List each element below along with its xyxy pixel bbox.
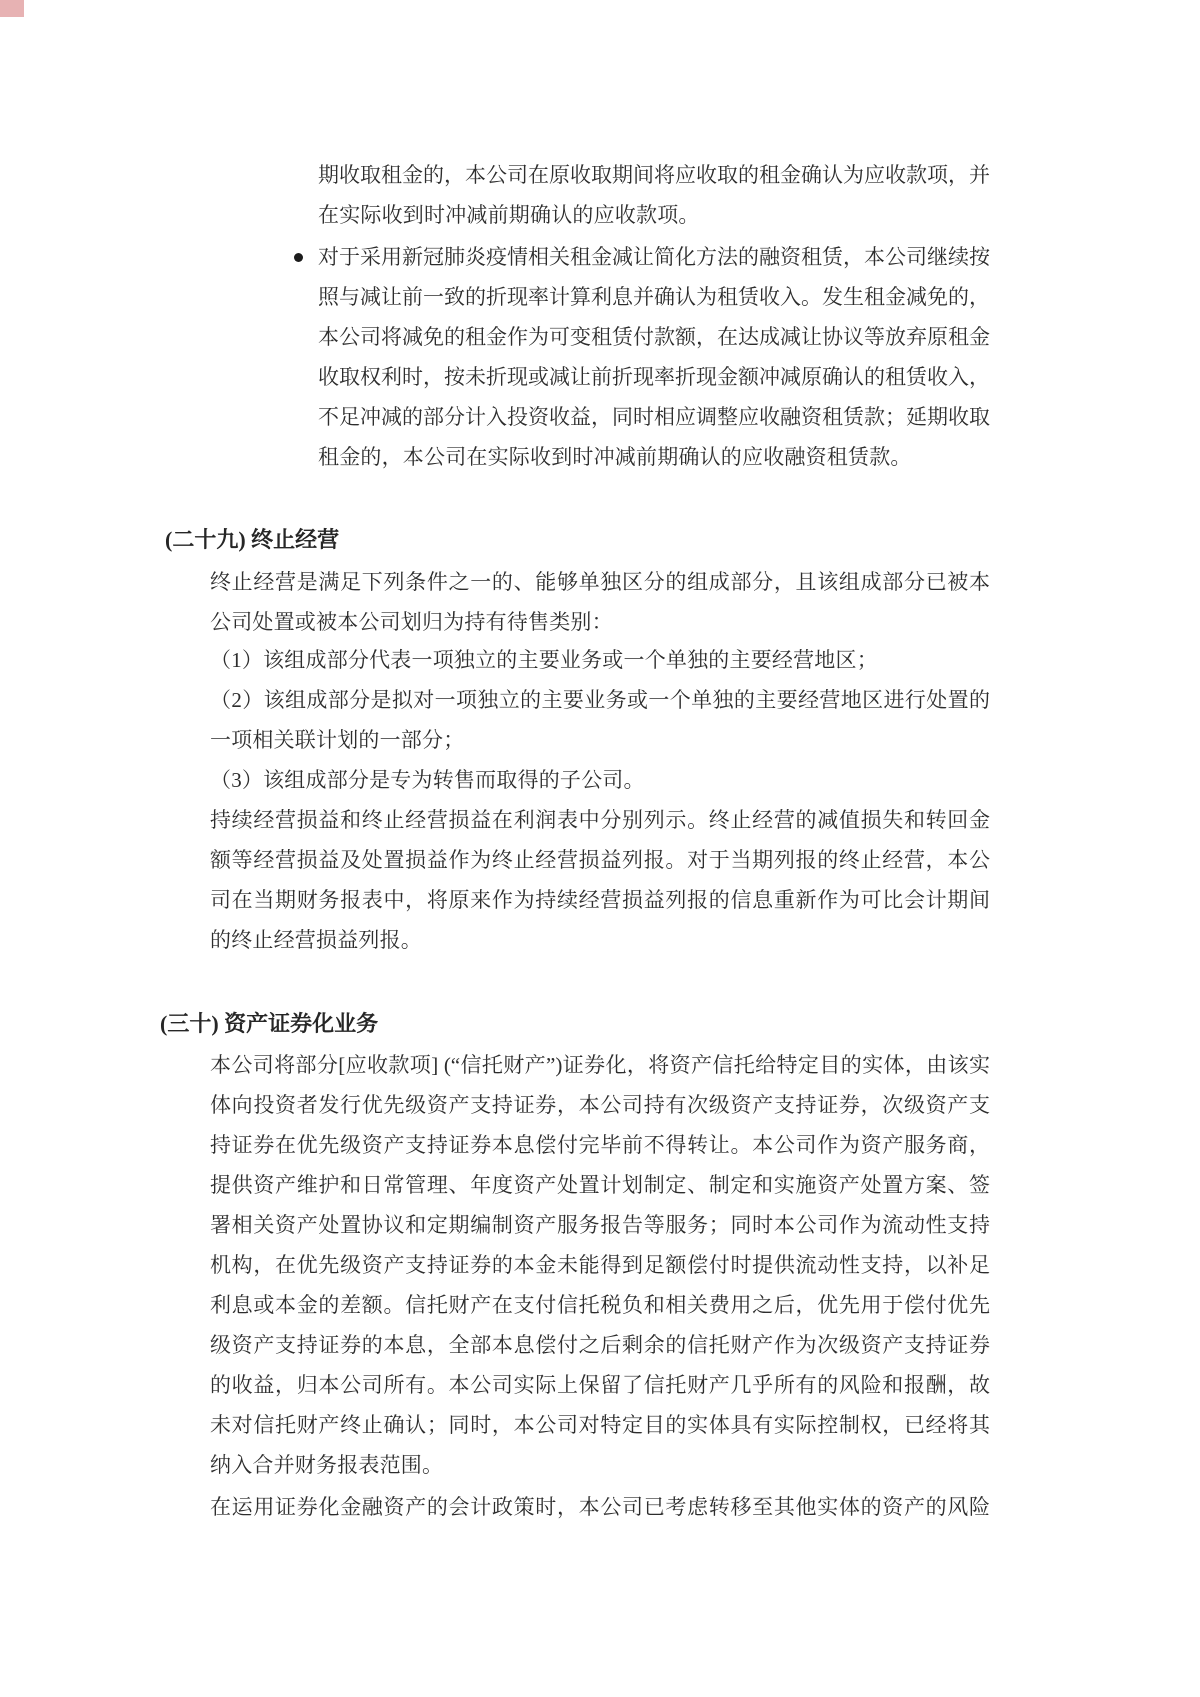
text-line: 在实际收到时冲减前期确认的应收款项。 xyxy=(318,203,700,227)
text-line: 未对信托财产终止确认；同时，本公司对特定目的实体具有实际控制权，已经将其 xyxy=(210,1413,990,1437)
text-line: 租金的，本公司在实际收到时冲减前期确认的应收融资租赁款。 xyxy=(318,445,912,469)
text-line: 体向投资者发行优先级资产支持证券，本公司持有次级资产支持证券，次级资产支 xyxy=(210,1093,990,1117)
text-line: 本公司将部分[应收款项] (“信托财产”)证券化，将资产信托给特定目的实体，由该实 xyxy=(210,1053,990,1077)
text-line: 收取权利时，按未折现或减让前折现率折现金额冲减原确认的租赁收入， xyxy=(318,365,990,389)
text-line: 纳入合并财务报表范围。 xyxy=(210,1453,444,1477)
text-line: 持证券在优先级资产支持证券本息偿付完毕前不得转让。本公司作为资产服务商， xyxy=(210,1133,990,1157)
condition-item-3 xyxy=(210,760,990,800)
text-line: （3）该组成部分是专为转售而取得的子公司。 xyxy=(210,768,645,792)
text-line: 公司处置或被本公司划归为持有待售类别： xyxy=(210,610,613,634)
scan-artifact-mark xyxy=(0,0,24,17)
text-line: 持续经营损益和终止经营损益在利润表中分别列示。终止经营的减值损失和转回金 xyxy=(210,808,990,832)
securitization-continuation xyxy=(210,1487,990,1527)
text-line: （1）该组成部分代表一项独立的主要业务或一个单独的主要经营地区； xyxy=(210,648,878,672)
section-30-heading: (三十) 资产证券化业务 xyxy=(160,1011,379,1036)
text-line: 本公司将减免的租金作为可变租赁付款额，在达成减让协议等放弃原租金 xyxy=(318,325,990,349)
text-line: 不足冲减的部分计入投资收益，同时相应调整应收融资租赁款；延期收取 xyxy=(318,405,990,429)
text-line: 终止经营是满足下列条件之一的、能够单独区分的组成部分，且该组成部分已被本 xyxy=(210,570,990,594)
text-line: 一项相关联计划的一部分； xyxy=(210,728,465,752)
bullet-icon xyxy=(294,253,303,262)
text-line: 照与减让前一致的折现率计算利息并确认为租赁收入。发生租金减免的， xyxy=(318,285,990,309)
text-line: 利息或本金的差额。信托财产在支付信托税负和相关费用之后，优先用于偿付优先 xyxy=(210,1293,990,1317)
text-line: 司在当期财务报表中，将原来作为持续经营损益列报的信息重新作为可比会计期间 xyxy=(210,888,990,912)
text-line: 署相关资产处置协议和定期编制资产服务报告等服务；同时本公司作为流动性支持 xyxy=(210,1213,990,1237)
section-29-heading: (二十九) 终止经营 xyxy=(165,527,340,552)
covid-rent-concession-bullet xyxy=(318,237,990,477)
condition-item-1 xyxy=(210,640,990,680)
text-line: 额等经营损益及处置损益作为终止经营损益列报。对于当期列报的终止经营，本公 xyxy=(210,848,990,872)
discontinued-operations-presentation xyxy=(210,800,990,960)
text-line: 级资产支持证券的本息，全部本息偿付之后剩余的信托财产作为次级资产支持证券 xyxy=(210,1333,990,1357)
text-line: 的终止经营损益列报。 xyxy=(210,928,422,952)
text-line: 期收取租金的，本公司在原收取期间将应收取的租金确认为应收款项，并 xyxy=(318,163,990,187)
text-line: （2）该组成部分是拟对一项独立的主要业务或一个单独的主要经营地区进行处置的 xyxy=(210,688,990,712)
securitization-body xyxy=(210,1045,990,1485)
condition-item-2 xyxy=(210,680,990,760)
text-line: 的收益，归本公司所有。本公司实际上保留了信托财产几乎所有的风险和报酬，故 xyxy=(210,1373,990,1397)
text-line: 在运用证券化金融资产的会计政策时，本公司已考虑转移至其他实体的资产的风险 xyxy=(210,1495,990,1519)
text-line: 对于采用新冠肺炎疫情相关租金减让简化方法的融资租赁，本公司继续按 xyxy=(318,245,990,269)
text-line: 机构，在优先级资产支持证券的本金未能得到足额偿付时提供流动性支持，以补足 xyxy=(210,1253,990,1277)
text-line: 提供资产维护和日常管理、年度资产处置计划制定、制定和实施资产处置方案、签 xyxy=(210,1173,990,1197)
discontinued-operations-intro xyxy=(210,562,990,642)
lease-continuation-text xyxy=(318,155,990,235)
